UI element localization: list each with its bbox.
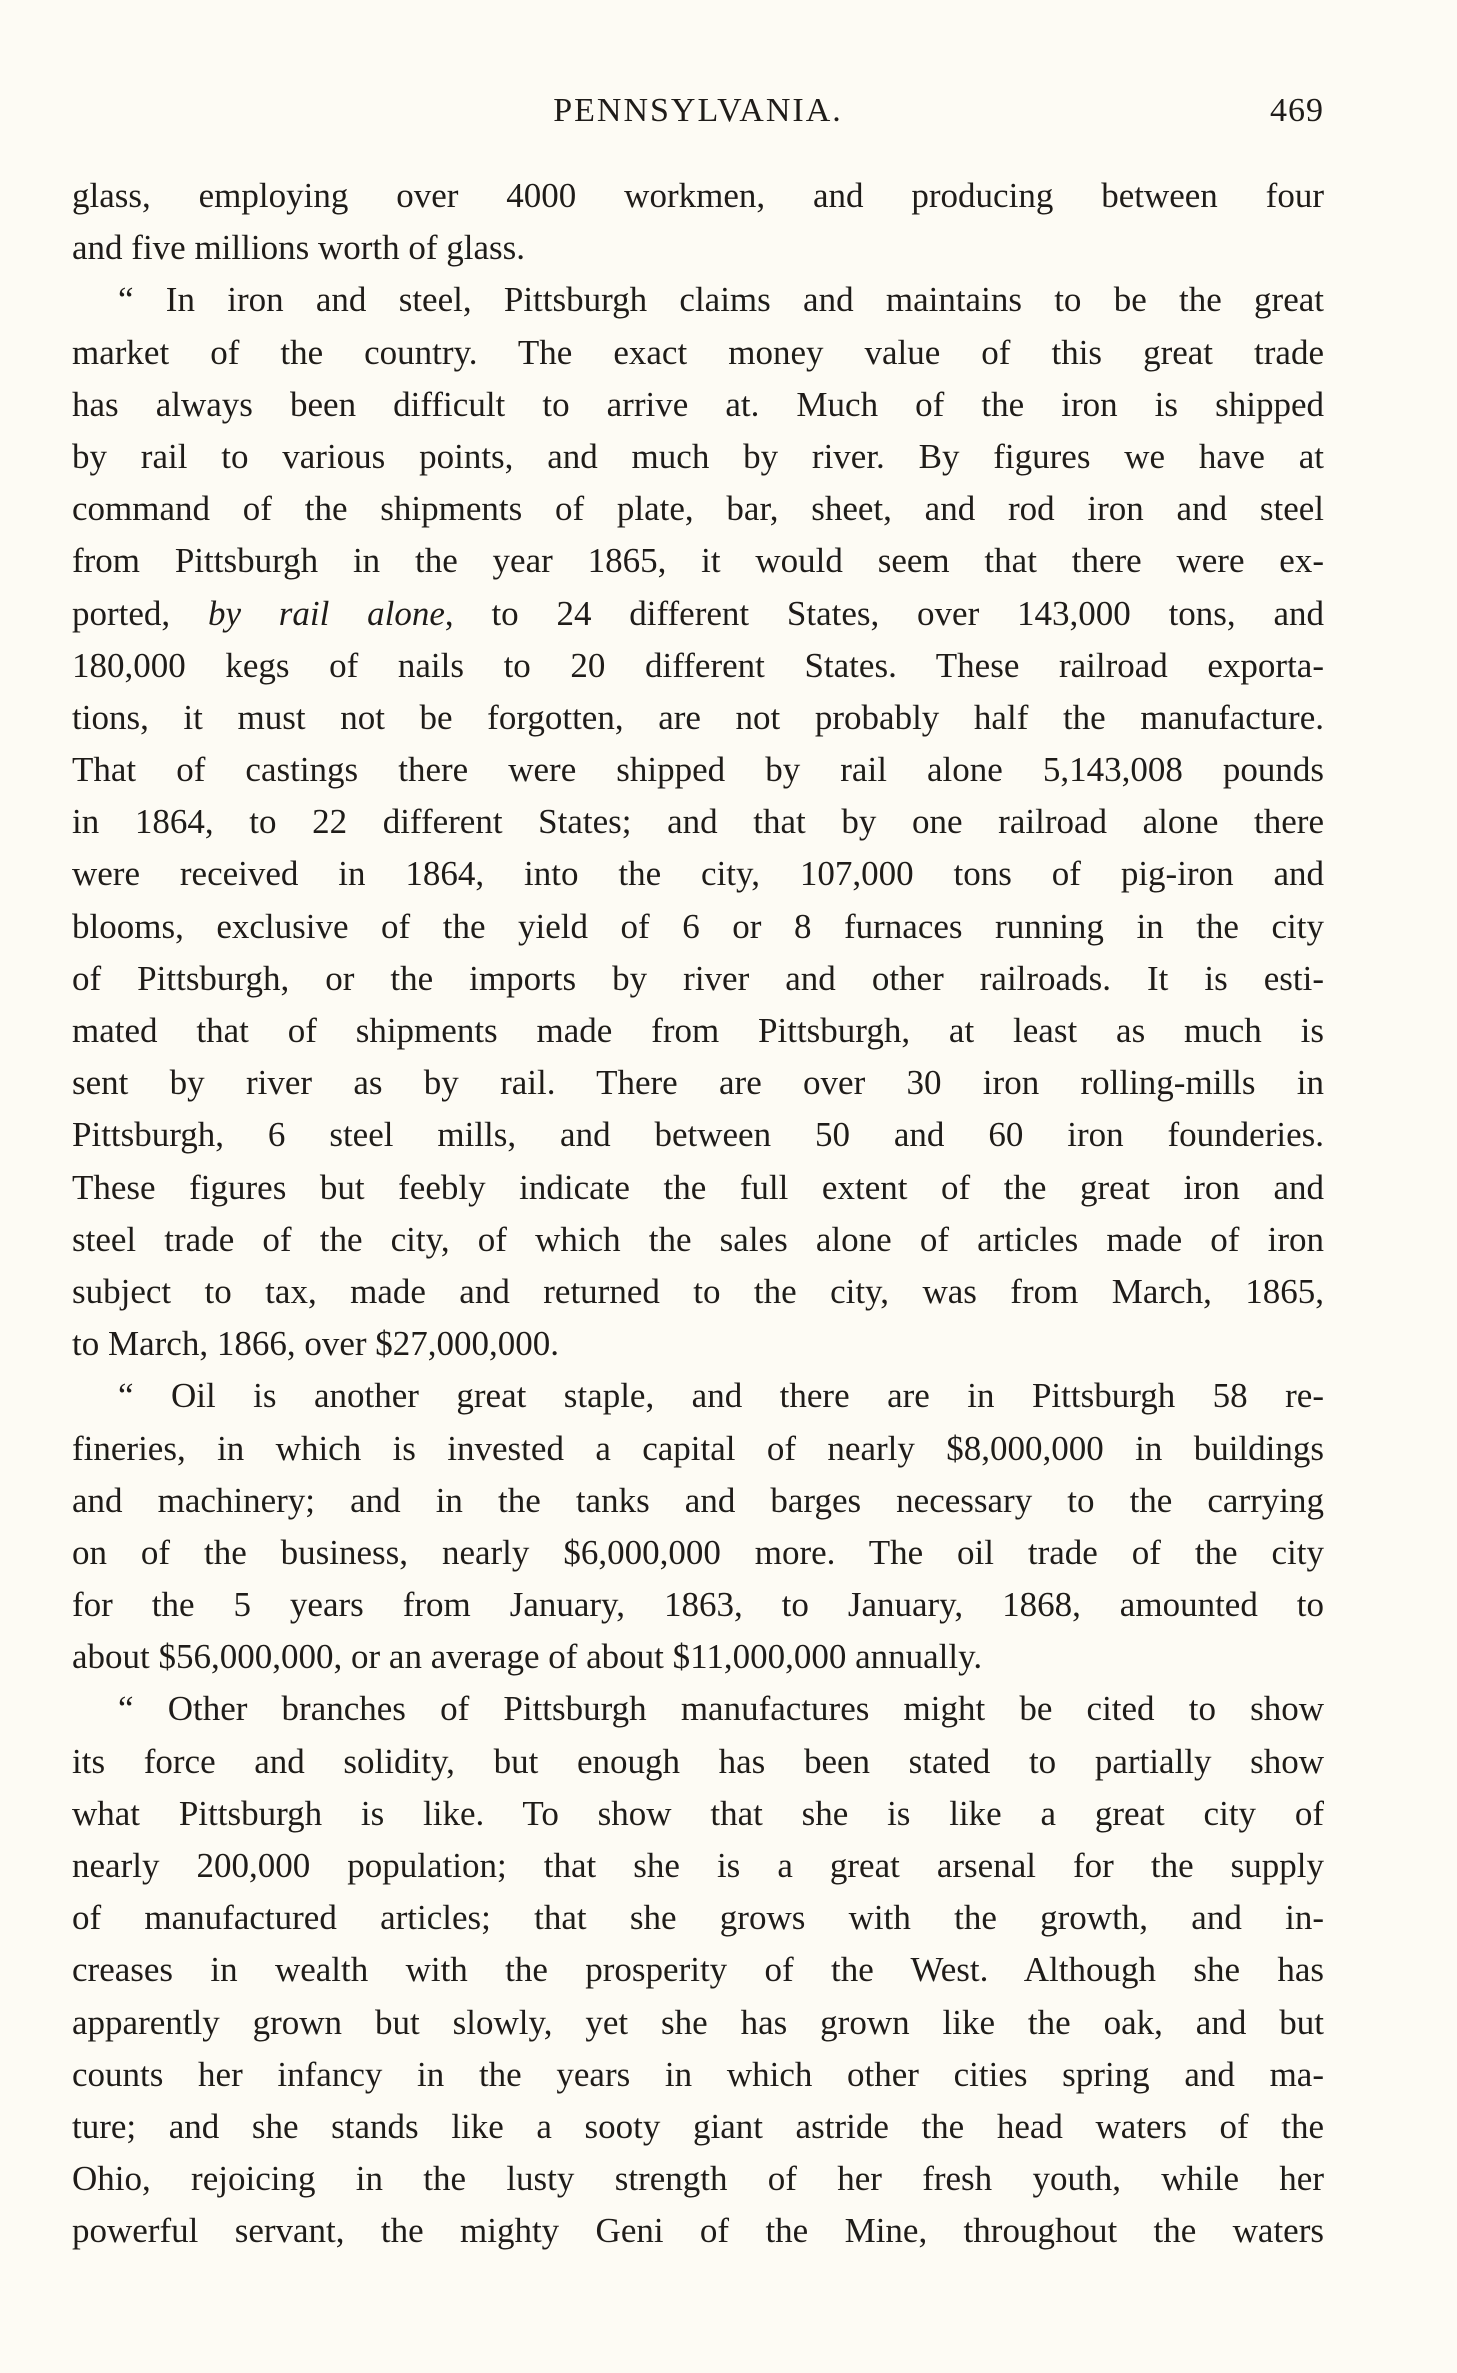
text-line: of manufactured articles; that she grows with the growth, and in- — [72, 1898, 1324, 1938]
text-line: Ohio, rejoicing in the lusty strength of her fresh youth, while her — [72, 2159, 1324, 2199]
text-line: These figures but feebly indicate the full extent of the great iron and — [72, 1167, 1324, 1207]
text-line: steel trade of the city, of which the sales alone of articles made of iron — [72, 1219, 1324, 1259]
text-run: , to 24 different States, over 143,000 tons, and — [444, 593, 1324, 633]
text-line: its force and solidity, but enough has been stated to partially show — [72, 1741, 1324, 1781]
text-line: from Pittsburgh in the year 1865, it would seem that there were ex- — [72, 541, 1324, 581]
running-head — [72, 92, 1324, 142]
text-line: “ Oil is another great staple, and there are in Pittsburgh 58 re- — [118, 1376, 1324, 1416]
text-line: “ In iron and steel, Pittsburgh claims and maintains to be the great — [118, 280, 1324, 320]
text-line: fineries, in which is invested a capital of nearly $8,000,000 in buildings — [72, 1428, 1324, 1468]
text-run: ported, — [72, 593, 208, 633]
text-line: That of castings there were shipped by rail alone 5,143,008 pounds — [72, 750, 1324, 790]
text-line: about $56,000,000, or an average of about $11,000,000 annually. — [72, 1637, 983, 1677]
text-line: of Pittsburgh, or the imports by river and other railroads. It is esti- — [72, 958, 1324, 998]
page-number: 469 — [1270, 92, 1324, 129]
text-line: creases in wealth with the prosperity of the West. Although she has — [72, 1950, 1324, 1990]
text-line: and machinery; and in the tanks and barges necessary to the carrying — [72, 1480, 1324, 1520]
text-line: to March, 1866, over $27,000,000. — [72, 1324, 560, 1364]
body-text — [72, 170, 1324, 2258]
text-line: blooms, exclusive of the yield of 6 or 8 furnaces running in the city — [72, 906, 1324, 946]
text-line — [72, 588, 1324, 640]
running-head-title: PENNSYLVANIA. — [553, 92, 843, 129]
text-line: has always been difficult to arrive at. Much of the iron is shipped — [72, 384, 1324, 424]
text-line: mated that of shipments made from Pittsburgh, at least as much is — [72, 1011, 1324, 1050]
text-line: ture; and she stands like a sooty giant astride the head waters of the — [72, 2106, 1324, 2146]
text-line: sent by river as by rail. There are over 30 iron rolling-mills in — [72, 1063, 1324, 1103]
text-line: “ Other branches of Pittsburgh manufactures might be cited to show — [118, 1689, 1324, 1729]
text-line: in 1864, to 22 different States; and that by one railroad alone there — [72, 802, 1324, 842]
text-line: tions, it must not be forgotten, are not probably half the manufacture. — [72, 697, 1324, 737]
text-line: counts her infancy in the years in which other cities spring and ma- — [72, 2054, 1324, 2094]
text-line: by rail to various points, and much by river. By figures we have at — [72, 436, 1324, 476]
text-line: were received in 1864, into the city, 107,000 tons of pig-iron and — [72, 854, 1324, 894]
text-line: market of the country. The exact money value of this great trade — [72, 332, 1324, 372]
text-line: on of the business, nearly $6,000,000 more. The oil trade of the city — [72, 1532, 1324, 1572]
text-line: powerful servant, the mighty Geni of the Mine, throughout the waters — [72, 2211, 1324, 2251]
text-line: apparently grown but slowly, yet she has grown like the oak, and but — [72, 2002, 1324, 2042]
text-line: for the 5 years from January, 1863, to January, 1868, amounted to — [72, 1585, 1324, 1625]
text-line: Pittsburgh, 6 steel mills, and between 50 and 60 iron founderies. — [72, 1115, 1324, 1155]
text-line: glass, employing over 4000 workmen, and producing between four — [72, 176, 1324, 215]
text-line: command of the shipments of plate, bar, sheet, and rod iron and steel — [72, 489, 1324, 529]
text-line: what Pittsburgh is like. To show that she is like a great city of — [72, 1793, 1324, 1833]
text-line: nearly 200,000 population; that she is a great arsenal for the supply — [72, 1846, 1324, 1885]
text-line: and five millions worth of glass. — [72, 228, 526, 268]
text-line: 180,000 kegs of nails to 20 different States. These railroad exporta- — [72, 645, 1324, 685]
italic-text: by rail alone — [207, 593, 445, 633]
text-line: subject to tax, made and returned to the city, was from March, 1865, — [72, 1271, 1324, 1311]
